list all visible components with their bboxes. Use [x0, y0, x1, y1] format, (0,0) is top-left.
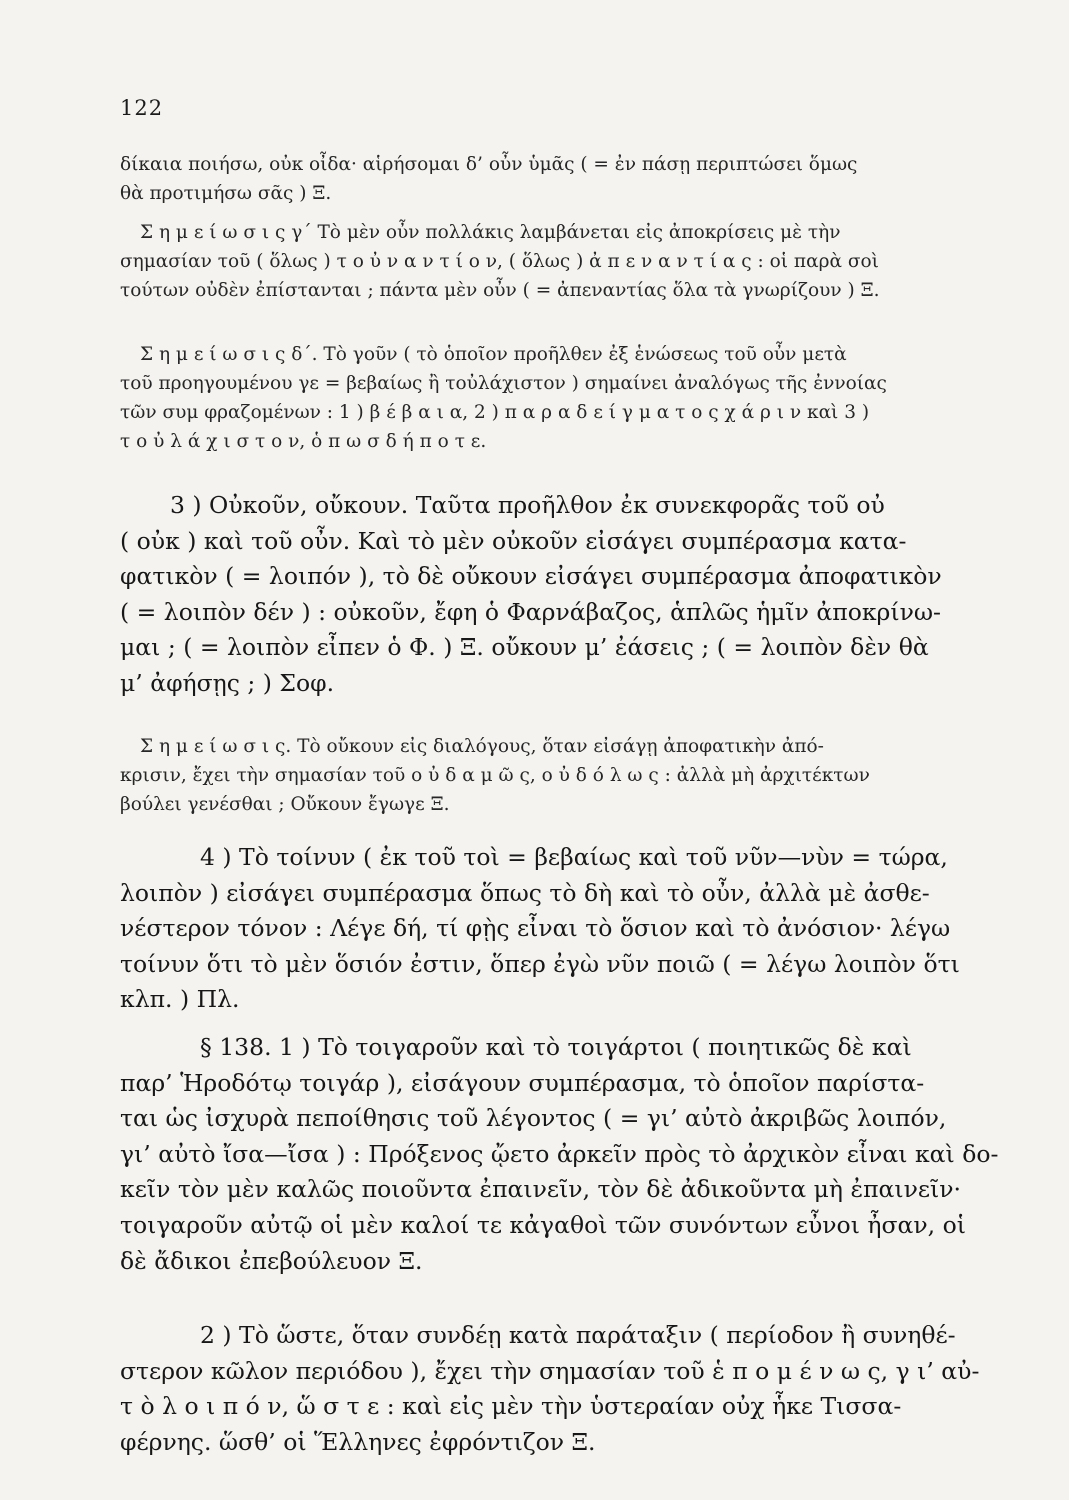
- text-line: τ ὸ λ ο ι π ό ν, ὥ σ τ ε : καὶ εἰς μὲν τὴν ὑστεραίαν οὐχ ἧκε Τισσα-: [120, 1392, 902, 1421]
- text-line: Σ η μ ε ί ω σ ι ς γ΄ Τὸ μὲν οὖν πολλάκις λαμβάνεται εἰς ἀποκρίσεις μὲ τὴν: [140, 222, 841, 243]
- text-line: σημασίαν τοῦ ( ὅλως ) τ ο ὐ ν α ν τ ί ο ν, ( ὅλως ) ἀ π ε ν α ν τ ί α ς : οἱ παρὰ σοὶ: [120, 251, 879, 272]
- text-line: 3 ) Οὐκοῦν, οὔκουν. Ταῦτα προῆλθον ἐκ συνεκφορᾶς τοῦ οὐ: [170, 491, 885, 519]
- text-line: ται ὡς ἰσχυρὰ πεποίθησις τοῦ λέγοντος ( = γι’ αὐτὸ ἀκριβῶς λοιπόν,: [120, 1104, 947, 1133]
- note-delta: [120, 340, 1000, 456]
- text-line: βούλει γενέσθαι ; Οὔκουν ἔγωγε Ξ.: [120, 794, 450, 815]
- section-hoste: [120, 1318, 1020, 1460]
- text-line: 2 ) Τὸ ὥστε, ὅταν συνδέῃ κατὰ παράταξιν ( περίοδον ἢ συνηθέ-: [200, 1321, 956, 1349]
- text-line: τοῦ προηγουμένου γε = βεβαίως ἢ τοὐλάχιστον ) σημαίνει ἀναλόγως τῆς ἐννοίας: [120, 373, 887, 394]
- text-line: θὰ προτιμήσω σᾶς ) Ξ.: [120, 183, 332, 204]
- section-138: [120, 1030, 1020, 1279]
- text-line: κρισιν, ἔχει τὴν σημασίαν τοῦ ο ὐ δ α μ ῶ ς, ο ὐ δ ό λ ω ς : ἀλλὰ μὴ ἀρχιτέκτων: [120, 765, 870, 786]
- note-gamma: [120, 218, 1000, 305]
- text-line: τῶν συμ φραζομένων : 1 ) β έ β α ι α, 2 ) π α ρ α δ ε ί γ μ α τ ο ς χ ά ρ ι ν καὶ 3 ): [120, 402, 870, 423]
- text-line: τούτων οὐδὲν ἐπίστανται ; πάντα μὲν οὖν ( = ἀπεναντίας ὅλα τὰ γνωρίζουν ) Ξ.: [120, 280, 880, 301]
- text-line: Σ η μ ε ί ω σ ι ς. Τὸ οὔκουν εἰς διαλόγους, ὅταν εἰσάγῃ ἀποφατικὴν ἀπό-: [140, 736, 824, 757]
- text-line: λοιπὸν ) εἰσάγει συμπέρασμα ὅπως τὸ δὴ καὶ τὸ οὖν, ἀλλὰ μὲ ἀσθε-: [120, 878, 930, 907]
- text-line: § 138. 1 ) Τὸ τοιγαροῦν καὶ τὸ τοιγάρτοι ( ποιητικῶς δὲ καὶ: [200, 1033, 912, 1061]
- text-line: φατικὸν ( = λοιπόν ), τὸ δὲ οὔκουν εἰσάγει συμπέρασμα ἀποφατικὸν: [120, 562, 942, 591]
- text-line: στερον κῶλον περιόδου ), ἔχει τὴν σημασίαν τοῦ ἑ π ο μ έ ν ω ς, γ ι’ αὐ-: [120, 1356, 980, 1385]
- text-line: ( = λοιπὸν δέν ) : οὐκοῦν, ἔφη ὁ Φαρνάβαζος, ἁπλῶς ἡμῖν ἀποκρίνω-: [120, 597, 941, 626]
- text-line: δὲ ἄδικοι ἐπεβούλευον Ξ.: [120, 1246, 423, 1275]
- text-line: 4 ) Τὸ τοίνυν ( ἐκ τοῦ τοὶ = βεβαίως καὶ τοῦ νῦν—νὺν = τώρα,: [200, 843, 948, 871]
- note-oukoun: [120, 732, 1000, 819]
- section-toinun: [120, 840, 1020, 1018]
- text-line: ( οὐκ ) καὶ τοῦ οὖν. Καὶ τὸ μὲν οὐκοῦν εἰσάγει συμπέρασμα κατα-: [120, 526, 907, 555]
- text-line: γι’ αὐτὸ ἴσα—ἴσα ) : Πρόξενος ᾤετο ἀρκεῖν πρὸς τὸ ἀρχικὸν εἶναι καὶ δο-: [120, 1139, 999, 1168]
- text-block-1: [120, 150, 1000, 208]
- page-number: 122: [120, 96, 164, 120]
- text-line: κλπ. ) Πλ.: [120, 985, 240, 1014]
- text-line: φέρνης. ὥσθ’ οἱ Ἕλληνες ἐφρόντιζον Ξ.: [120, 1427, 596, 1456]
- section-oukoun: [120, 488, 1020, 702]
- text-line: τοιγαροῦν αὐτῷ οἱ μὲν καλοί τε κἀγαθοὶ τῶν συνόντων εὖνοι ἦσαν, οἱ: [120, 1210, 966, 1239]
- text-line: δίκαια ποιήσω, οὐκ οἶδα· αἱρήσομαι δ’ οὖν ὑμᾶς ( = ἐν πάσῃ περιπτώσει ὅμως: [120, 154, 858, 175]
- text-line: κεῖν τὸν μὲν καλῶς ποιοῦντα ἐπαινεῖν, τὸν δὲ ἀδικοῦντα μὴ ἐπαινεῖν·: [120, 1175, 962, 1204]
- text-line: παρ’ Ἡροδότῳ τοιγάρ ), εἰσάγουν συμπέρασμα, τὸ ὁποῖον παρίστα-: [120, 1068, 925, 1097]
- text-line: τοίνυν ὅτι τὸ μὲν ὅσιόν ἐστιν, ὅπερ ἐγὼ νῦν ποιῶ ( = λέγω λοιπὸν ὅτι: [120, 949, 960, 978]
- text-line: νέστερον τόνον : Λέγε δή, τί φῂς εἶναι τὸ ὅσιον καὶ τὸ ἀνόσιον· λέγω: [120, 914, 951, 943]
- text-line: μ’ ἀφήσῃς ; ) Σοφ.: [120, 668, 335, 697]
- text-line: Σ η μ ε ί ω σ ι ς δ΄. Τὸ γοῦν ( τὸ ὁποῖον προῆλθεν ἐξ ἑνώσεως τοῦ οὖν μετὰ: [140, 344, 847, 365]
- text-line: τ ο ὐ λ ά χ ι σ τ ο ν, ὁ π ω σ δ ή π ο τ ε.: [120, 431, 487, 452]
- text-line: μαι ; ( = λοιπὸν εἶπεν ὁ Φ. ) Ξ. οὔκουν μ’ ἐάσεις ; ( = λοιπὸν δὲν θὰ: [120, 633, 929, 662]
